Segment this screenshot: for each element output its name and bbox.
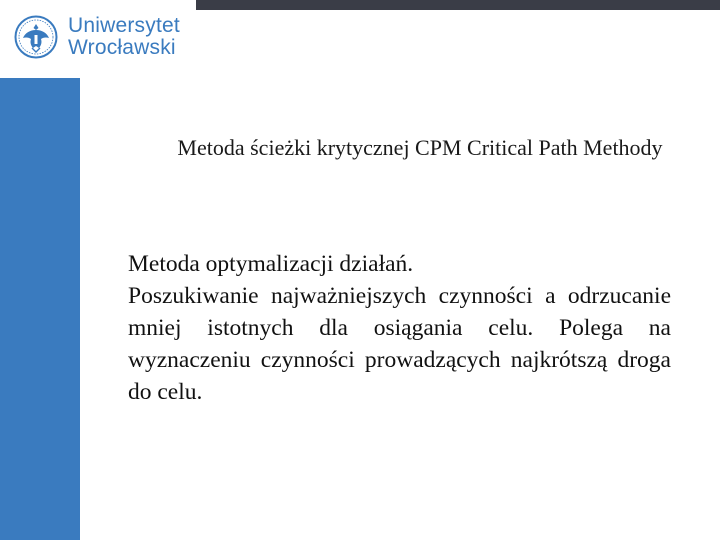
university-name-line1: Uniwersytet — [68, 14, 180, 37]
slide-body — [128, 248, 671, 408]
slide-title: Metoda ścieżki krytycznej CPM Critical Path Methody — [177, 135, 663, 160]
university-crest-icon — [14, 15, 58, 59]
top-accent-bar — [196, 0, 720, 10]
university-logo — [14, 12, 196, 62]
body-paragraph: Poszukiwanie najważniejszych czynności a odrzucanie mniej istotnych dla osiągania celu. Polega na wyznaczeniu czynności prowadzących najkrótszą droga do celu. — [128, 283, 671, 405]
university-name — [68, 15, 180, 59]
left-accent-band — [0, 78, 80, 540]
body-lead-sentence: Metoda optymalizacji działań. — [128, 251, 414, 277]
university-name-line2: Wrocławski — [68, 36, 176, 59]
